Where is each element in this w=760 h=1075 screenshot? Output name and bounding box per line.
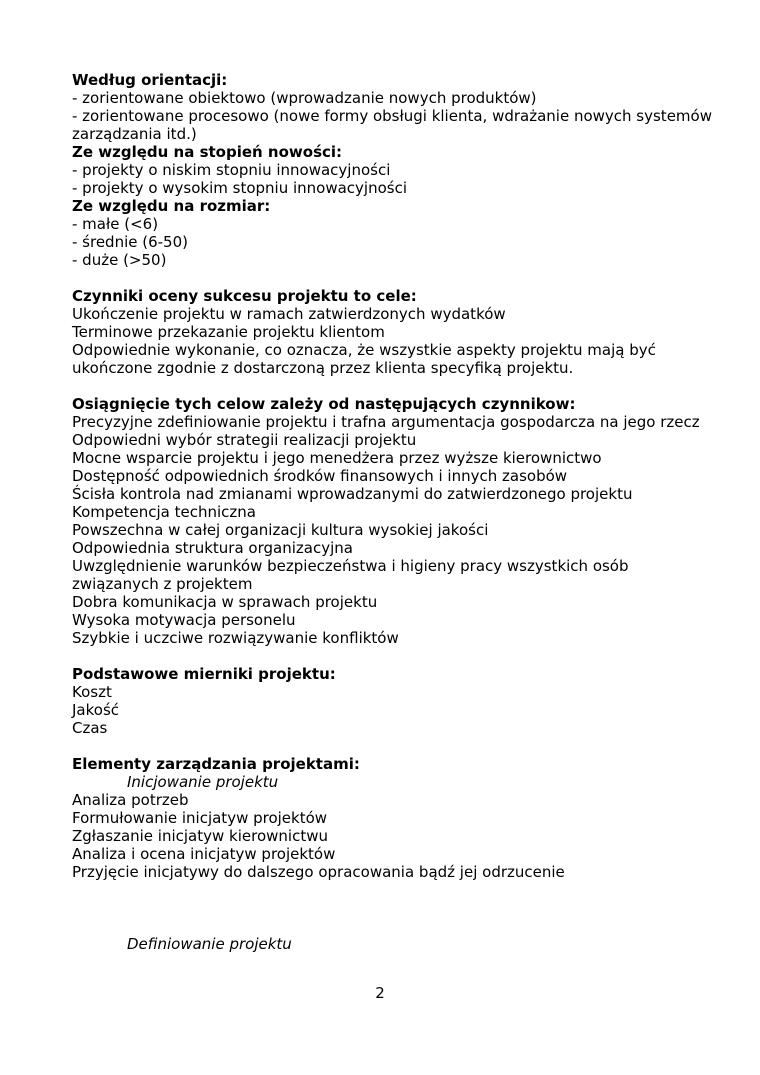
orientation-item: - zorientowane procesowo (nowe formy obsługi klienta, wdrażanie nowych systemów zarządzania itd.) <box>72 107 712 143</box>
factors-heading: Osiągnięcie tych celow zależy od następujących czynnikow: <box>72 395 576 413</box>
size-heading: Ze względu na rozmiar: <box>72 197 271 215</box>
factor-item: Dobra komunikacja w sprawach projektu <box>72 593 378 611</box>
management-subheading: Inicjowanie projektu <box>127 773 279 791</box>
factor-item: Ścisła kontrola nad zmianami wprowadzanymi do zatwierdzonego projektu <box>72 485 633 503</box>
management-item: Przyjęcie inicjatywy do dalszego opracowania bądź jej odrzucenie <box>72 863 565 881</box>
orientation-heading: Według orientacji: <box>72 71 228 89</box>
document-page <box>72 71 712 953</box>
management-subheading: Definiowanie projektu <box>127 935 292 953</box>
success-item: Terminowe przekazanie projektu klientom <box>72 323 385 341</box>
factor-item: Odpowiednia struktura organizacyjna <box>72 539 353 557</box>
management-item: Zgłaszanie inicjatyw kierownictwu <box>72 827 328 845</box>
size-item: - średnie (6-50) <box>72 233 189 251</box>
factor-item: Uwzględnienie warunków bezpieczeństwa i higieny pracy wszystkich osób związanych z projektem <box>72 557 629 593</box>
spacer <box>72 377 712 395</box>
measure-item: Koszt <box>72 683 112 701</box>
measure-item: Jakość <box>72 701 120 719</box>
novelty-item: - projekty o wysokim stopniu innowacyjności <box>72 179 408 197</box>
success-heading: Czynniki oceny sukcesu projektu to cele: <box>72 287 417 305</box>
factor-item: Kompetencja techniczna <box>72 503 256 521</box>
factor-item: Mocne wsparcie projektu i jego menedżera przez wyższe kierownictwo <box>72 449 602 467</box>
factor-item: Precyzyjne zdefiniowanie projektu i trafna argumentacja gospodarcza na jego rzecz <box>72 413 700 431</box>
spacer <box>72 737 712 755</box>
orientation-item: - zorientowane obiektowo (wprowadzanie nowych produktów) <box>72 89 537 107</box>
size-item: - małe (<6) <box>72 215 159 233</box>
success-item: Ukończenie projektu w ramach zatwierdzonych wydatków <box>72 305 506 323</box>
management-item: Formułowanie inicjatyw projektów <box>72 809 328 827</box>
spacer <box>72 269 712 287</box>
novelty-item: - projekty o niskim stopniu innowacyjności <box>72 161 391 179</box>
management-item: Analiza potrzeb <box>72 791 189 809</box>
factor-item: Szybkie i uczciwe rozwiązywanie konfliktów <box>72 629 399 647</box>
page-number: 2 <box>375 984 385 1002</box>
novelty-heading: Ze względu na stopień nowości: <box>72 143 343 161</box>
spacer <box>72 647 712 665</box>
size-item: - duże (>50) <box>72 251 167 269</box>
factor-item: Wysoka motywacja personelu <box>72 611 296 629</box>
spacer <box>72 881 712 935</box>
management-heading: Elementy zarządzania projektami: <box>72 755 360 773</box>
factor-item: Powszechna w całej organizacji kultura wysokiej jakości <box>72 521 489 539</box>
factor-item: Odpowiedni wybór strategii realizacji projektu <box>72 431 417 449</box>
success-item: Odpowiednie wykonanie, co oznacza, że wszystkie aspekty projektu mają być ukończone zgodnie z dostarczoną przez klienta specyfiką projektu. <box>72 341 656 377</box>
management-item: Analiza i ocena inicjatyw projektów <box>72 845 336 863</box>
measure-item: Czas <box>72 719 108 737</box>
factor-item: Dostępność odpowiednich środków finansowych i innych zasobów <box>72 467 568 485</box>
measures-heading: Podstawowe mierniki projektu: <box>72 665 336 683</box>
